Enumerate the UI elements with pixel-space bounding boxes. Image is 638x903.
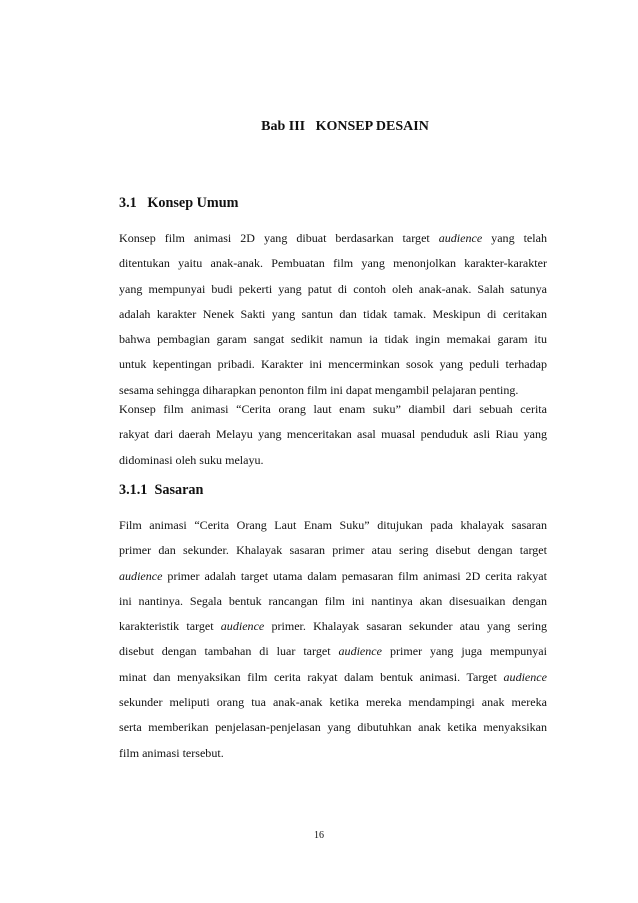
text-line — [119, 226, 547, 251]
italic-term: audience — [503, 669, 547, 684]
text-run: primer. Khalayak sasaran sekunder atau yang sering — [264, 619, 547, 634]
text-run: primer yang juga mempunyai — [382, 644, 547, 659]
chapter-title-text: Bab III KONSEP DESAIN — [261, 119, 429, 134]
text-run: film animasi tersebut. — [119, 745, 224, 760]
text-run: rakyat dari daerah Melayu yang menceritakan asal muasal penduduk asli Riau yang — [119, 427, 547, 442]
italic-term: audience — [438, 231, 483, 245]
text-line — [119, 448, 547, 473]
text-run: minat dan menyaksikan film cerita rakyat dalam bentuk animasi. Target — [119, 669, 504, 684]
text-run: ditentukan yaitu anak-anak. Pembuatan film yang menonjolkan karakter-karakter — [119, 256, 547, 271]
text-run: disebut dengan tambahan di luar target — [119, 644, 339, 659]
text-line — [119, 741, 547, 766]
text-line — [119, 513, 547, 538]
paragraph-konsep-umum-2 — [119, 397, 547, 473]
italic-term: audience — [338, 644, 382, 659]
text-run: didominasi oleh suku melayu. — [119, 452, 264, 467]
text-line — [119, 251, 547, 276]
chapter-title — [0, 119, 638, 135]
text-run: Konsep film animasi “Cerita orang laut enam suku” diambil dari sebuah cerita — [119, 402, 547, 416]
text-run: bahwa pembagian garam sangat sedikit namun ia tidak ingin memakai garam itu — [119, 332, 547, 347]
text-run: Film animasi “Cerita Orang Laut Enam Suku” ditujukan pada khalayak sasaran — [119, 518, 547, 532]
text-line — [119, 422, 547, 447]
text-line — [119, 397, 547, 422]
text-run: yang mempunyai budi pekerti yang patut di contoh oleh anak-anak. Salah satunya — [119, 281, 547, 296]
page-number: 16 — [314, 830, 324, 841]
text-run: yang telah — [482, 231, 547, 245]
text-line — [119, 665, 547, 690]
italic-term: audience — [119, 568, 163, 583]
paragraph-konsep-umum-1 — [119, 226, 547, 403]
text-run: serta memberikan penjelasan-penjelasan yang dibutuhkan anak ketika menyaksikan — [119, 720, 547, 735]
text-run: primer dan sekunder. Khalayak sasaran primer atau sering disebut dengan target — [119, 543, 547, 558]
text-run: sekunder meliputi orang tua anak-anak ketika mereka mendampingi anak mereka — [119, 695, 547, 710]
text-line — [119, 538, 547, 563]
text-line — [119, 302, 547, 327]
section-heading-konsep-umum: 3.1 Konsep Umum — [119, 195, 239, 211]
text-run: adalah karakter Nenek Sakti yang santun dan tidak tamak. Meskipun di ceritakan — [119, 306, 547, 321]
text-run: untuk kepentingan pribadi. Karakter ini mencerminkan sosok yang peduli terhadap — [119, 357, 547, 372]
text-line — [119, 352, 547, 377]
text-line — [119, 690, 547, 715]
text-line — [119, 614, 547, 639]
text-line — [119, 639, 547, 664]
section-heading-sasaran: 3.1.1 Sasaran — [119, 482, 204, 498]
text-run: sesama sehingga diharapkan penonton film ini dapat mengambil pelajaran penting. — [119, 382, 519, 397]
italic-term: audience — [220, 619, 265, 634]
text-run: ini nantinya. Segala bentuk rancangan film ini nantinya akan disesuaikan dengan — [119, 593, 547, 608]
text-line — [119, 589, 547, 614]
text-run: primer adalah target utama dalam pemasaran film animasi 2D cerita rakyat — [162, 568, 547, 583]
text-line — [119, 277, 547, 302]
text-line — [119, 327, 547, 352]
text-run: karakteristik target — [119, 619, 221, 634]
paragraph-sasaran — [119, 513, 547, 766]
text-line — [119, 564, 547, 589]
text-line — [119, 715, 547, 740]
text-run: Konsep film animasi 2D yang dibuat berdasarkan target — [119, 231, 439, 245]
